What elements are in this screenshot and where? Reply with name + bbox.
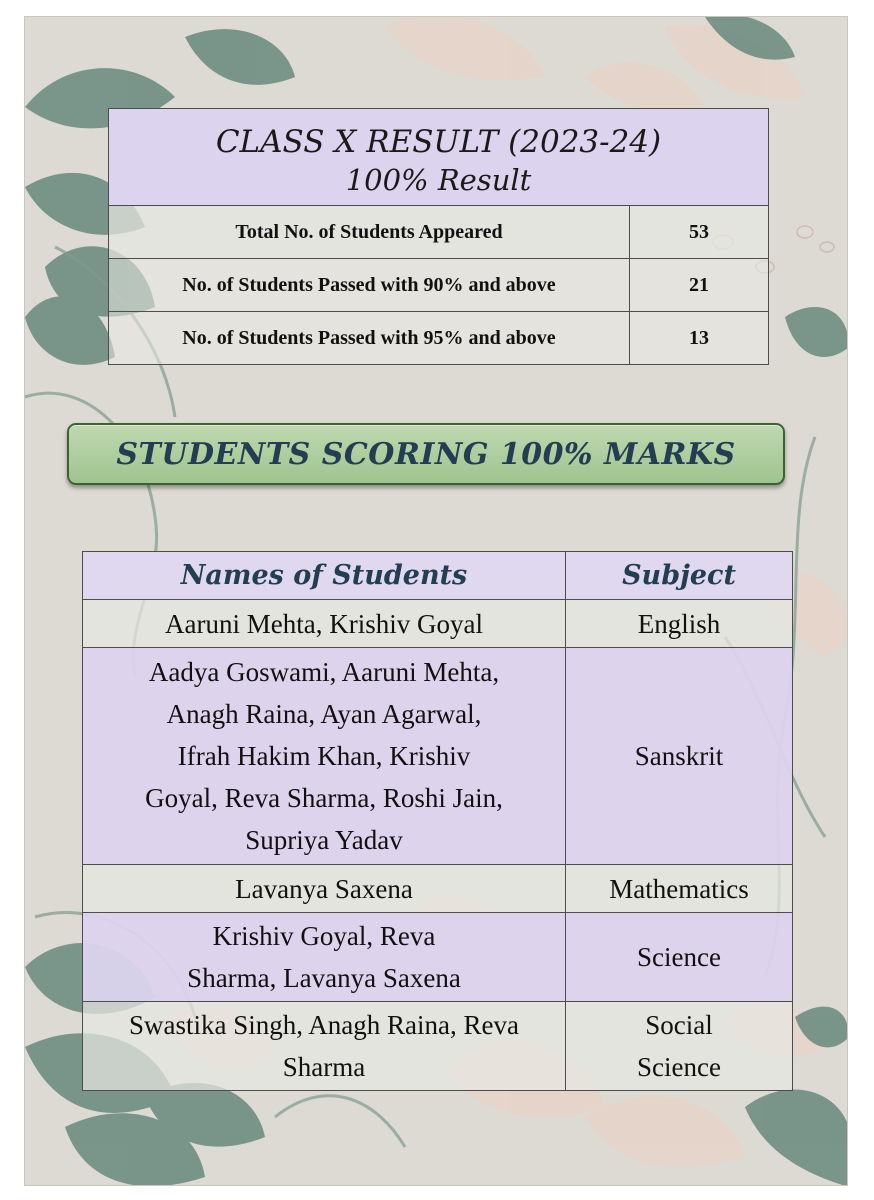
section-banner — [67, 423, 785, 485]
summary-value: 13 — [630, 312, 769, 365]
student-names: Aaruni Mehta, Krishiv Goyal — [83, 600, 566, 648]
table-row — [83, 1002, 793, 1091]
students-table-header — [83, 552, 793, 600]
subject-cell: Science — [566, 913, 793, 1002]
header-subject: Subject — [566, 552, 793, 600]
subject-cell: Mathematics — [566, 865, 793, 913]
subject-cell: English — [566, 600, 793, 648]
summary-label: No. of Students Passed with 95% and above — [109, 312, 630, 365]
banner-title: STUDENTS SCORING 100% MARKS — [116, 436, 736, 472]
subject-cell: Sanskrit — [566, 648, 793, 865]
summary-row — [109, 206, 769, 259]
summary-label: No. of Students Passed with 90% and above — [109, 259, 630, 312]
student-names: Aadya Goswami, Aaruni Mehta, Anagh Raina, Ayan Agarwal, Ifrah Hakim Khan, Krishiv Goyal, Reva Sharma, Roshi Jain, Supriya Yadav — [83, 648, 566, 865]
summary-row — [109, 259, 769, 312]
summary-value: 53 — [630, 206, 769, 259]
student-names: Krishiv Goyal, Reva Sharma, Lavanya Saxena — [83, 913, 566, 1002]
table-row — [83, 600, 793, 648]
result-page — [24, 16, 848, 1186]
result-summary-table — [108, 108, 769, 365]
table-row — [83, 865, 793, 913]
summary-title: CLASS X RESULT (2023-24) — [215, 124, 662, 160]
students-table — [82, 551, 793, 1091]
summary-header — [109, 109, 769, 206]
student-names: Lavanya Saxena — [83, 865, 566, 913]
subject-cell: Social Science — [566, 1002, 793, 1091]
student-names: Swastika Singh, Anagh Raina, Reva Sharma — [83, 1002, 566, 1091]
summary-label: Total No. of Students Appeared — [109, 206, 630, 259]
header-names: Names of Students — [83, 552, 566, 600]
summary-subtitle: 100% Result — [345, 163, 532, 197]
summary-row — [109, 312, 769, 365]
summary-value: 21 — [630, 259, 769, 312]
table-row — [83, 648, 793, 865]
table-row — [83, 913, 793, 1002]
